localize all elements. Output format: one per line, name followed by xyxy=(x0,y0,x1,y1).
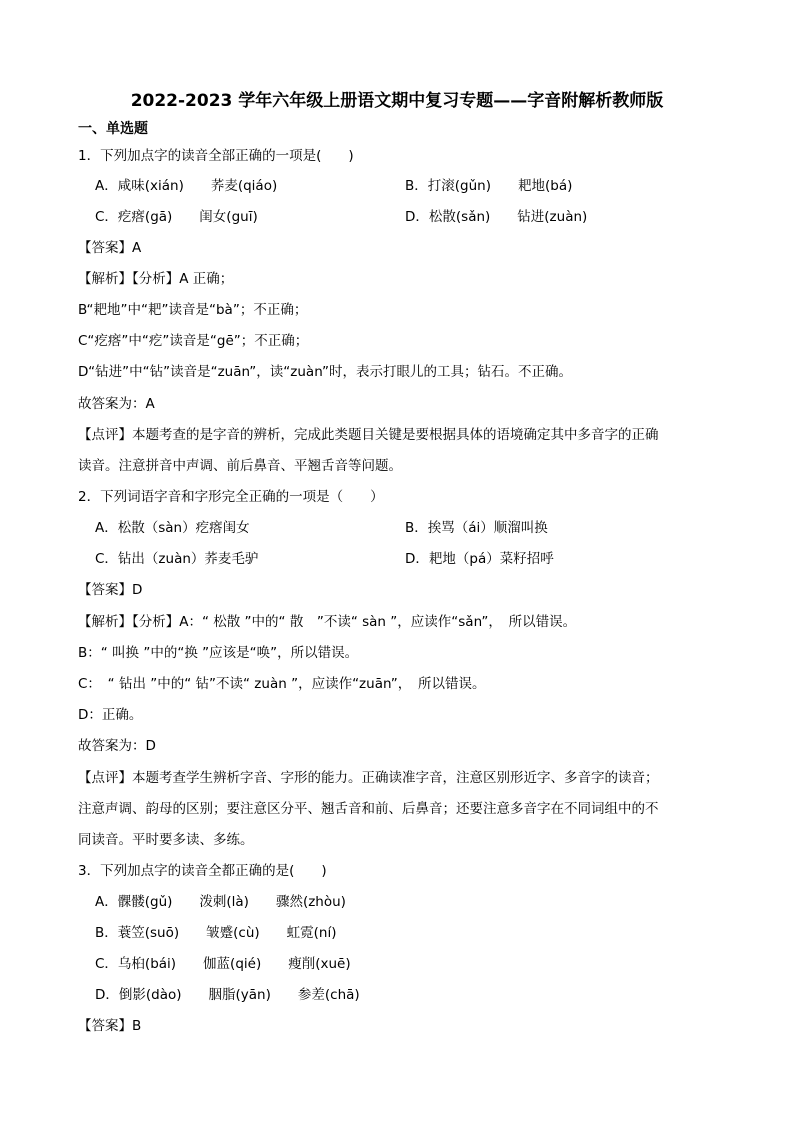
question-2-option-d: D．耙地（pá）菜籽招呼 xyxy=(405,551,554,567)
question-1-comment-2: 读音。注意拼音中声调、前后鼻音、平翘舌音等问题。 xyxy=(78,458,402,474)
question-1-option-a: A．咸味(xián) 荞麦(qiáo) xyxy=(95,178,278,194)
question-2-option-c: C．钻出（zuàn）荞麦毛驴 xyxy=(95,551,259,567)
question-2-comment-3: 同读音。平时要多读、多练。 xyxy=(78,832,254,848)
question-1-analysis-5: 故答案为：A xyxy=(78,396,155,412)
question-3-stem: 3．下列加点字的读音全都正确的是( ) xyxy=(78,863,327,879)
question-2-stem: 2．下列词语字音和字形完全正确的一项是（ ） xyxy=(78,489,384,505)
question-3-answer: 【答案】B xyxy=(78,1018,142,1034)
question-2-option-b: B．挨骂（ái）顺溜叫换 xyxy=(405,520,548,536)
question-3-option-a: A．髁髅(gǔ) 泼刺(là) 骤然(zhòu) xyxy=(95,894,346,910)
question-1-analysis-3: C“疙瘩”中“疙”读音是“gē”；不正确； xyxy=(78,333,309,349)
question-1-option-d: D．松散(sǎn) 钻进(zuàn) xyxy=(405,209,588,225)
question-2-analysis-3: C： “ 钻出 ”中的“ 钻”不读“ zuàn ”，应读作“zuān”， 所以错误。 xyxy=(78,676,486,692)
question-2-comment-1: 【点评】本题考查学生辨析字音、字形的能力。正确读准字音，注意区别形近字、多音字的读音； xyxy=(78,770,659,786)
question-2-answer: 【答案】D xyxy=(78,582,143,598)
question-2-comment-2: 注意声调、韵母的区别；要注意区分平、翘舌音和前、后鼻音；还要注意多音字在不同词组中的不 xyxy=(78,801,659,817)
question-3-option-c: C．乌桕(bái) 伽蓝(qié) 瘦削(xuē) xyxy=(95,956,351,972)
section-heading: 一、单选题 xyxy=(78,121,148,137)
page-title: 2022-2023 学年六年级上册语文期中复习专题——字音附解析教师版 xyxy=(130,91,664,111)
question-3-option-b: B．蓑笠(suō) 皱蹙(cù) 虹霓(ní) xyxy=(95,925,337,941)
question-1-analysis-4: D“钻进”中“钻”读音是“zuān”，读“zuàn”时，表示打眼儿的工具；钻石。不正确。 xyxy=(78,364,573,380)
question-2-analysis-2: B：“ 叫换 ”中的“换 ”应该是“唤”，所以错误。 xyxy=(78,645,359,661)
question-1-answer: 【答案】A xyxy=(78,240,142,256)
question-1-comment-1: 【点评】本题考查的是字音的辨析，完成此类题目关键是要根据具体的语境确定其中多音字的正确 xyxy=(78,427,659,443)
question-1-analysis-2: B“耙地”中“耙”读音是“bà”；不正确； xyxy=(78,302,308,318)
question-3-option-d: D．倒影(dào) 胭脂(yān) 参差(chā) xyxy=(95,987,360,1003)
question-1-analysis-1: 【解析】【分析】A 正确； xyxy=(78,271,234,287)
question-1-option-c: C．疙瘩(gā) 闺女(guī) xyxy=(95,209,258,225)
question-2-analysis-1: 【解析】【分析】A：“ 松散 ”中的“ 散 ”不读“ sàn ”，应读作“sǎn”， 所以错误。 xyxy=(78,614,577,630)
question-2-option-a: A．松散（sàn）疙瘩闺女 xyxy=(95,520,250,536)
question-1-option-b: B．打滚(gǔn) 耙地(bá) xyxy=(405,178,573,194)
question-1-stem: 1．下列加点字的读音全部正确的一项是( ) xyxy=(78,148,354,164)
question-2-analysis-5: 故答案为：D xyxy=(78,738,156,754)
question-2-analysis-4: D：正确。 xyxy=(78,707,143,723)
